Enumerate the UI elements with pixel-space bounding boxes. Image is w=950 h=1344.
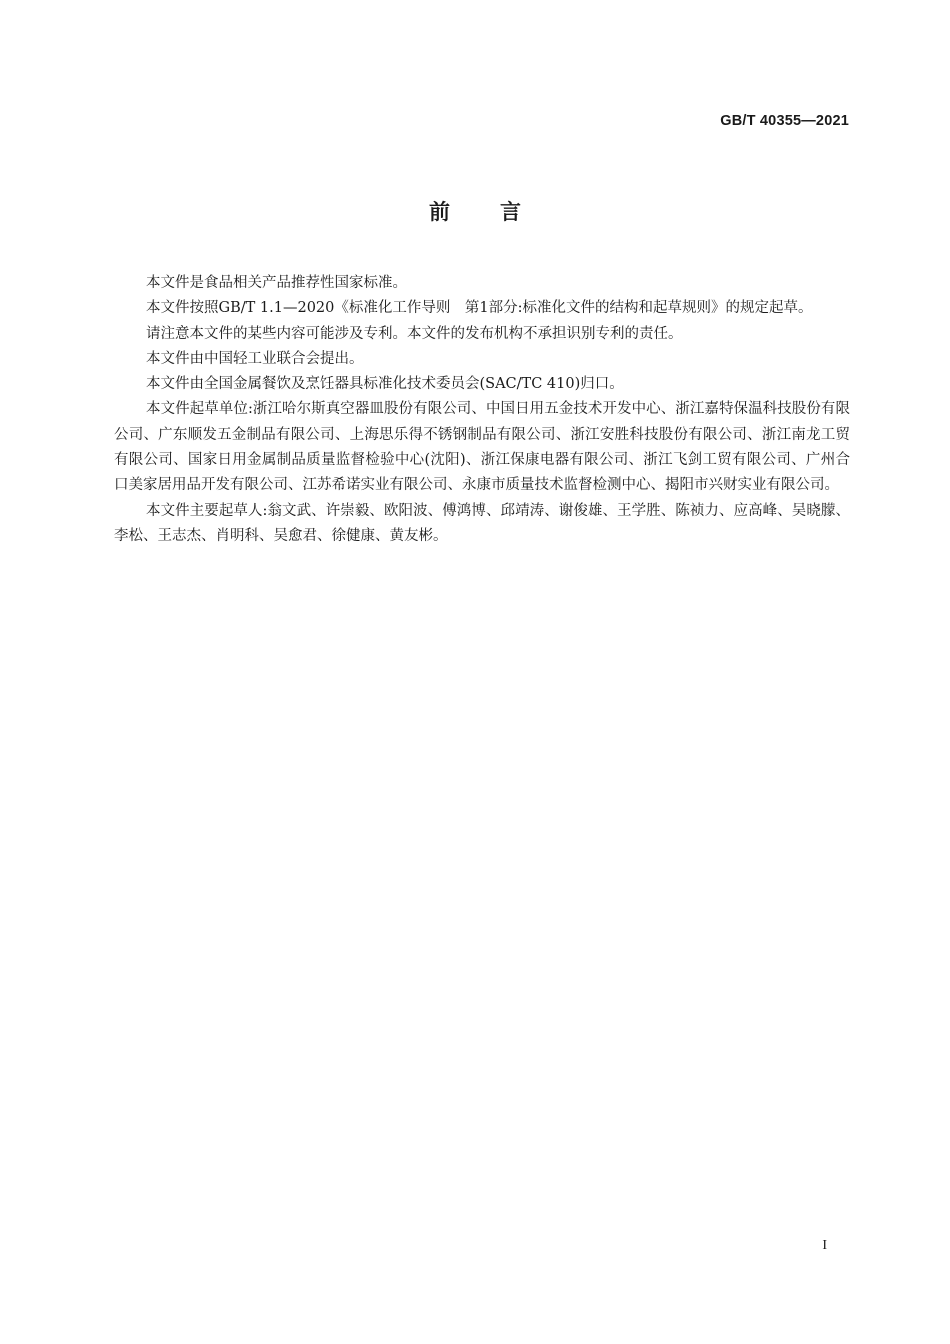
page-number: I [822, 1238, 827, 1253]
paragraph-drafting-units: 本文件起草单位:浙江哈尔斯真空器皿股份有限公司、中国日用五金技术开发中心、浙江嘉特保温科技股份有限公司、广东顺发五金制品有限公司、上海思乐得不锈钢制品有限公司、浙江安胜科技股份有限公司、浙江南龙工贸有限公司、国家日用金属制品质量监督检验中心(沈阳)、浙江保康电器有限公司、浙江飞剑工贸有限公司、广州合口美家居用品开发有限公司、江苏希诺实业有限公司、永康市质量技术监督检测中心、揭阳市兴财实业有限公司。 [114, 401, 850, 494]
paragraph-proposer: 本文件由中国轻工业联合会提出。 [146, 350, 364, 367]
standard-code: GB/T 40355—2021 [720, 113, 849, 129]
paragraph-patent-notice: 请注意本文件的某些内容可能涉及专利。本文件的发布机构不承担识别专利的责任。 [146, 325, 683, 342]
paragraph-drafting-rules: 本文件按照GB/T 1.1—2020《标准化工作导则 第1部分:标准化文件的结构和起草规则》的规定起草。 [146, 300, 813, 317]
paragraph-standard-type: 本文件是食品相关产品推荐性国家标准。 [146, 275, 407, 291]
paragraph-main-drafters: 本文件主要起草人:翁文武、许崇毅、欧阳波、傅鸿博、邱靖涛、谢俊雄、王学胜、陈祯力、应高峰、吴晓朦、李松、王志杰、肖明科、吴愈君、徐健康、黄友彬。 [114, 502, 850, 544]
page-title [0, 196, 950, 226]
paragraph-administrator: 本文件由全国金属餐饮及烹饪器具标准化技术委员会(SAC/TC 410)归口。 [146, 376, 624, 393]
title-char-1: 前 [429, 200, 450, 224]
document-body [114, 271, 850, 549]
title-char-2: 言 [500, 200, 521, 224]
